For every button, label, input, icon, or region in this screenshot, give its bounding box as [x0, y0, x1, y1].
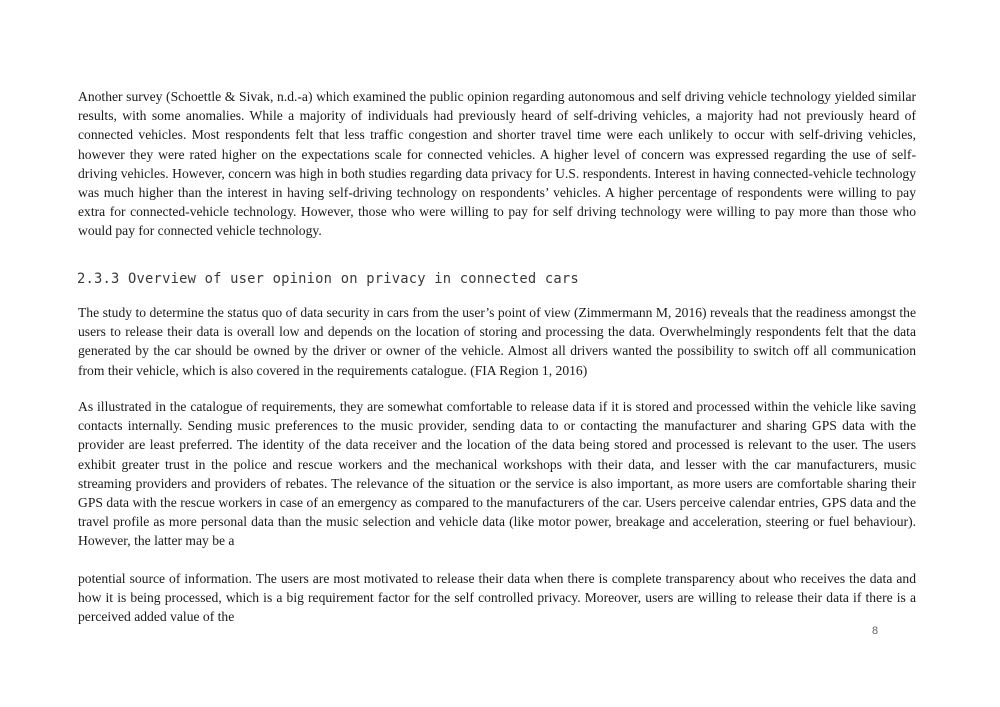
paragraph-survey-comparison: Another survey (Schoettle & Sivak, n.d.-a) which examined the public opinion regarding autonomous and self driving vehicle technology yielded similar results, with some anomalies. While a majority of individuals had previously heard of self-driving vehicles, a majority had not previously heard of connected vehicles. Most respondents felt that less traffic congestion and shorter travel time were each unlikely to occur with self-driving vehicles, however they were rated higher on the expectations scale for connected vehicles. A higher level of concern was expressed regarding the use of self-driving vehicles. However, concern was high in both studies regarding data privacy for U.S. respondents. Interest in having connected-vehicle technology was much higher than the interest in having self-driving technology on respondents’ vehicles. A higher percentage of respondents were willing to pay extra for connected-vehicle technology. However, those who were willing to pay for self driving technology were willing to pay more than those who would pay for connected vehicle technology. [78, 89, 916, 239]
section-heading: 2.3.3 Overview of user opinion on privacy in connected cars [77, 271, 579, 287]
page-number: 8 [872, 625, 879, 637]
paragraph-requirements-catalogue: As illustrated in the catalogue of requirements, they are somewhat comfortable to release data if it is stored and processed within the vehicle like saving contacts internally. Sending music preferences to the music provider, sending data to or contacting the manufacturer and sharing GPS data with the provider are least preferred. The identity of the data receiver and the location of the data being stored and processed is relevant to the user. The users exhibit greater trust in the police and rescue workers and the mechanical workshops with their data, and lesser with the car manufacturers, music streaming providers and providers of rebates. The relevance of the situation or the service is also important, as more users are comfortable sharing their GPS data with the rescue workers in case of an emergency as compared to the manufacturers of the car. Users perceive calendar entries, GPS data and the travel profile as more personal data than the music selection and vehicle data (like motor power, breakage and acceleration, steering or fuel behaviour). However, the latter may be a [78, 399, 916, 549]
paragraph-data-security-study: The study to determine the status quo of data security in cars from the user’s point of view (Zimmermann M, 2016) reveals that the readiness amongst the users to release their data is overall low and depends on the location of storing and processing the data. Overwhelmingly respondents felt that the data generated by the car should be owned by the driver or owner of the vehicle. Almost all drivers wanted the possibility to switch off all communication from their vehicle, which is also covered in the requirements catalogue. (FIA Region 1, 2016) [78, 305, 916, 378]
paragraph-continuation: potential source of information. The users are most motivated to release their data when there is complete transparency about who receives the data and how it is being processed, which is a big requirement factor for the self controlled privacy. Moreover, users are willing to release their data if there is a perceived added value of the [78, 571, 916, 625]
